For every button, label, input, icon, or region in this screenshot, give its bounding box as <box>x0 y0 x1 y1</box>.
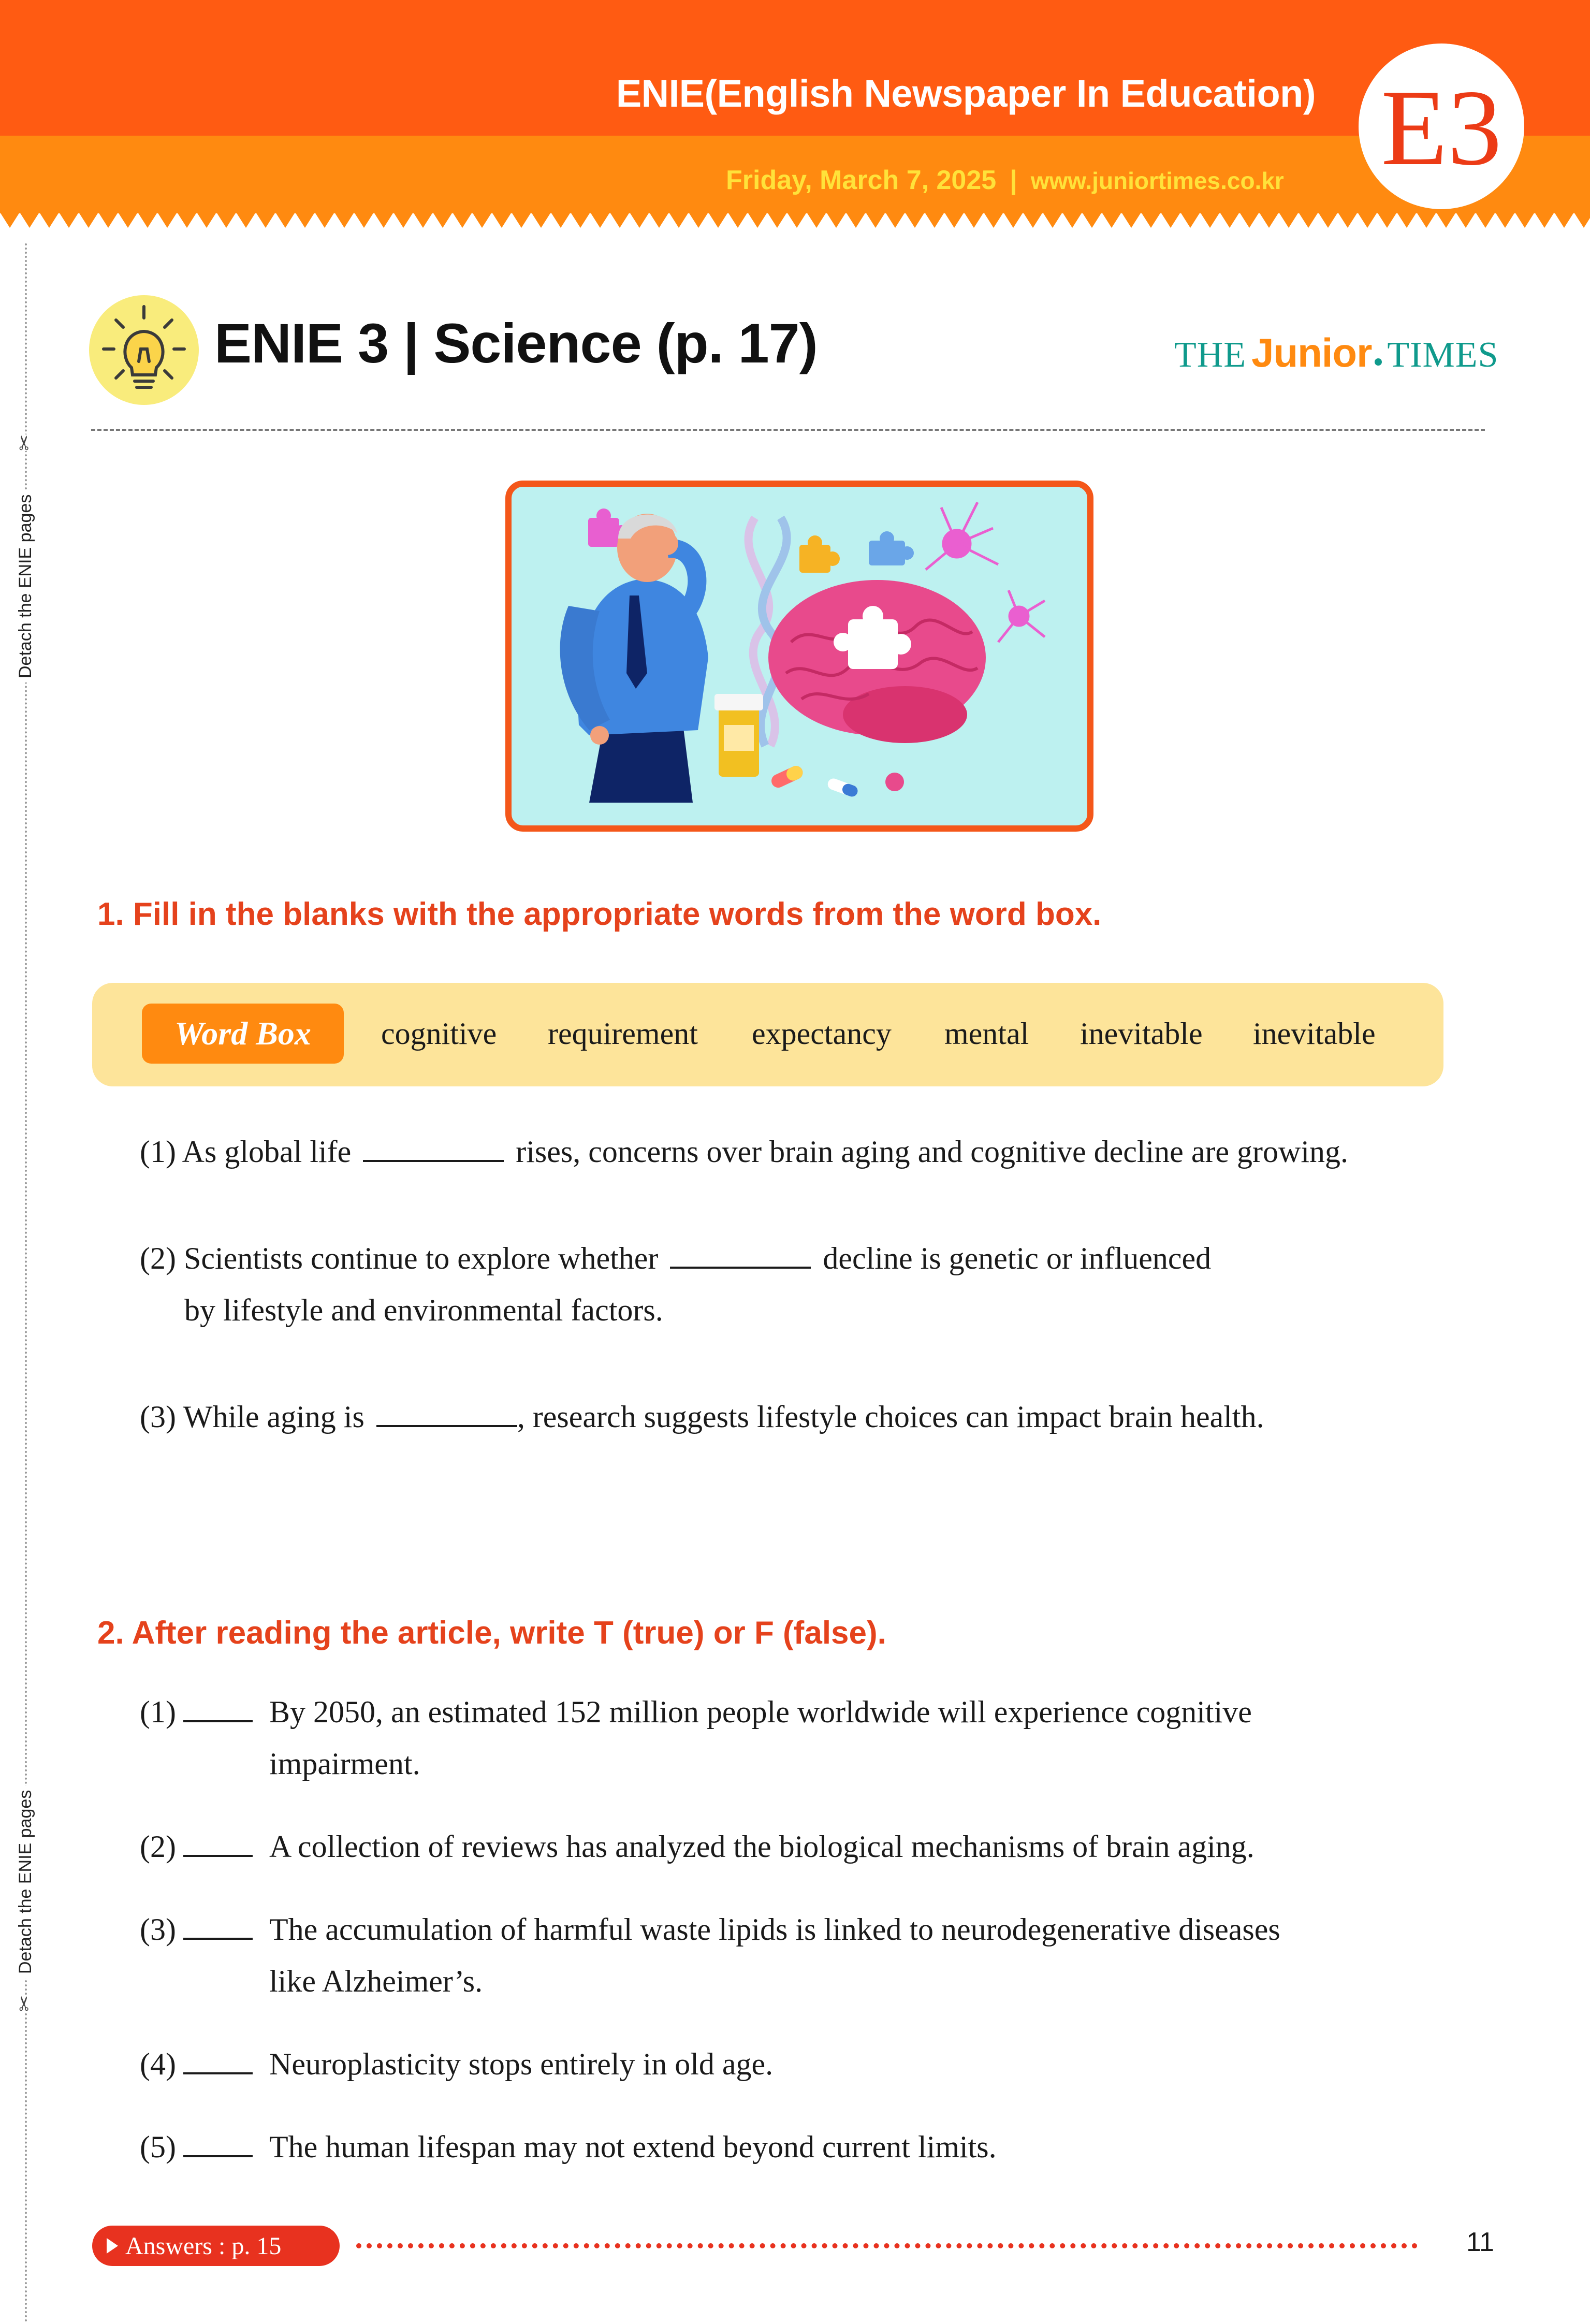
item-text-after: , research suggests lifestyle choices can impact brain health. <box>517 1400 1264 1434</box>
website-link[interactable]: www.juniortimes.co.kr <box>1030 167 1284 194</box>
elderly-man-brain-puzzle-illustration <box>512 487 1075 813</box>
tf-item-number: (5) <box>140 2130 176 2164</box>
tf-item-text: Neuroplasticity stops entirely in old age. <box>269 2047 774 2081</box>
logo-the: THE <box>1174 335 1247 375</box>
tf-answer-slot[interactable] <box>183 1829 253 1865</box>
item-number: (2) <box>140 1241 176 1275</box>
tf-item-continuation: impairment. <box>269 1747 420 1781</box>
tf-answer-slot[interactable] <box>183 2129 253 2165</box>
tf-item-number: (1) <box>140 1695 176 1729</box>
header-title: ENIE(English Newspaper In Education) <box>616 72 1316 115</box>
item-continuation: by lifestyle and environmental factors. <box>184 1293 663 1327</box>
item-number: (3) <box>140 1400 176 1434</box>
word-box-word: requirement <box>548 1016 698 1051</box>
word-box-word: inevitable <box>1253 1016 1376 1051</box>
tf-item-number: (2) <box>140 1829 176 1864</box>
lightbulb-icon <box>89 295 199 405</box>
question-1-heading: 1. Fill in the blanks with the appropriate words from the word box. <box>97 896 1102 932</box>
fill-blank-item <box>140 1399 1264 1435</box>
play-arrow-icon <box>107 2238 118 2254</box>
item-text-before: As global life <box>182 1135 352 1169</box>
word-box-word: mental <box>944 1016 1029 1051</box>
detach-label-top: Detach the ENIE pages <box>16 490 36 682</box>
answer-blank[interactable] <box>363 1137 504 1162</box>
tf-item-text: By 2050, an estimated 152 million people worldwide will experience cognitive <box>269 1695 1252 1729</box>
section-badge-label: E3 <box>1381 68 1502 188</box>
logo-dot <box>1375 358 1382 366</box>
tf-item-text: A collection of reviews has analyzed the biological mechanisms of brain aging. <box>269 1829 1255 1864</box>
answer-blank[interactable] <box>376 1402 517 1427</box>
item-text-after: decline is genetic or influenced <box>823 1241 1212 1275</box>
junior-times-logo <box>1174 329 1498 376</box>
dateline-separator: | <box>1010 165 1017 195</box>
item-text-before: While aging is <box>183 1400 364 1434</box>
tf-answer-slot[interactable] <box>183 1912 253 1948</box>
page-title: ENIE 3 | Science (p. 17) <box>214 312 818 374</box>
header-zigzag-edge <box>0 212 1590 244</box>
tf-answer-slot[interactable] <box>183 1694 253 1730</box>
item-text-before: Scientists continue to explore whether <box>183 1241 659 1275</box>
detach-label-bottom: Detach the ENIE pages <box>16 1786 36 1978</box>
answers-link[interactable] <box>92 2226 340 2266</box>
word-box-word: expectancy <box>752 1016 892 1051</box>
word-box-word: cognitive <box>381 1016 497 1051</box>
logo-junior: Junior <box>1251 330 1372 375</box>
logo-times: TIMES <box>1387 335 1499 375</box>
article-illustration <box>505 481 1093 832</box>
tf-item-continuation: like Alzheimer’s. <box>269 1964 483 1998</box>
tf-answer-slot[interactable] <box>183 2046 253 2082</box>
fill-blank-item <box>140 1134 1348 1170</box>
answers-label: Answers : p. 15 <box>125 2232 282 2260</box>
page-number: 11 <box>1466 2227 1494 2257</box>
header-dateline <box>726 165 1284 196</box>
scissors-icon: ✂ <box>13 434 36 451</box>
word-box-label: Word Box <box>142 1004 344 1064</box>
answer-blank[interactable] <box>670 1244 811 1269</box>
item-text-after: rises, concerns over brain aging and cognitive decline are growing. <box>516 1135 1349 1169</box>
tf-item-text: The accumulation of harmful waste lipids is linked to neurodegenerative diseases <box>269 1912 1280 1947</box>
fill-blank-item <box>140 1241 1211 1276</box>
tf-item-text: The human lifespan may not extend beyond current limits. <box>269 2130 997 2164</box>
issue-date: Friday, March 7, 2025 <box>726 165 997 195</box>
footer-dotted-rule <box>356 2243 1418 2248</box>
tf-item-number: (4) <box>140 2047 176 2081</box>
item-number: (1) <box>140 1135 176 1169</box>
scissors-icon: ✂ <box>13 1995 36 2012</box>
tf-item-number: (3) <box>140 1912 176 1947</box>
title-divider <box>91 429 1485 431</box>
question-2-heading: 2. After reading the article, write T (true) or F (false). <box>97 1615 886 1651</box>
word-box-word: inevitable <box>1080 1016 1203 1051</box>
section-badge <box>1359 43 1524 209</box>
